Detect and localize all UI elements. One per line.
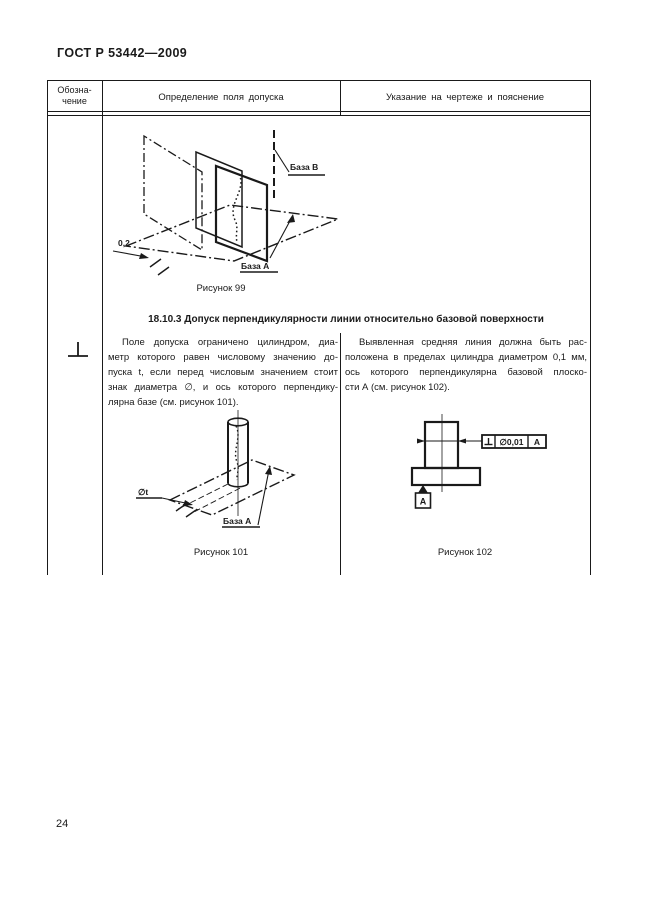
fig99-datum-plane-a	[126, 205, 338, 261]
table-divider-col2-body	[340, 333, 341, 575]
explanation-paragraph	[345, 335, 587, 395]
fig101-diameter-label: ∅t	[138, 487, 149, 497]
standard-designation: ГОСТ Р 53442—2009	[57, 46, 188, 60]
fig101-datum-leader	[258, 470, 269, 525]
header-designation-line2: чение	[62, 96, 87, 106]
figure-101-caption: Рисунок 101	[193, 547, 249, 558]
perpendicularity-symbol-icon	[65, 339, 91, 363]
definition-paragraph	[108, 335, 338, 410]
explanation-line: положена в пределах цилиндра диаметром 0,1 мм,	[345, 352, 587, 363]
fig99-gap-tick-2	[158, 267, 169, 275]
fig99-datum-a-label: База А	[241, 261, 270, 271]
fig99-datum-b-label: База В	[290, 162, 319, 172]
table-header-rule-1	[47, 111, 591, 112]
fig101-datum-label: База А	[223, 516, 252, 526]
explanation-line: ось которого перпендикулярна базовой плоско-	[345, 367, 587, 378]
definition-line: метр которого равен числовому значению до-	[108, 352, 338, 363]
table-header-rule-2	[47, 115, 591, 116]
section-heading: 18.10.3 Допуск перпендикулярности линии относительно базовой поверхности	[148, 314, 544, 325]
fig101-datum-plane	[170, 460, 294, 515]
figure-101-drawing	[112, 408, 327, 548]
figure-99-drawing	[112, 128, 342, 288]
fig102-datum-triangle	[418, 485, 428, 493]
table-border-left	[47, 80, 48, 575]
figure-99-caption: Рисунок 99	[196, 283, 246, 294]
fig101-datum-arrowhead	[265, 466, 272, 475]
explanation-line: сти А (см. рисунок 102).	[345, 382, 450, 393]
fig99-gap-tick-1	[150, 259, 161, 267]
fig99-tolerance-arrowhead	[139, 253, 149, 259]
fig101-gap-tick-1	[176, 504, 186, 511]
definition-line: лярна базе (см. рисунок 101).	[108, 397, 239, 408]
fig99-actual-line	[233, 174, 241, 242]
figure-102-caption: Рисунок 102	[437, 547, 493, 558]
fig102-tolerance-value: ∅0,01	[499, 437, 524, 447]
header-definition: Определение поля допуска	[158, 92, 284, 103]
definition-line: Поле допуска ограничено цилиндром, диа-	[122, 337, 338, 348]
fig102-arrow-left	[417, 439, 425, 444]
table-divider-col1	[102, 80, 103, 575]
fig102-arrow-right	[458, 439, 466, 444]
fig101-gap-tick-2	[186, 510, 196, 517]
definition-line: знак диаметра ∅, и ось которого перпендику-	[108, 382, 338, 393]
header-designation	[47, 85, 102, 107]
fig102-datum-box-letter: А	[419, 496, 427, 507]
header-indication: Указание на чертеже и пояснение	[385, 92, 545, 103]
figure-102-drawing	[398, 413, 563, 518]
fig102-frame-datum-letter: А	[533, 437, 541, 447]
table-border-top	[47, 80, 591, 81]
fig102-column	[425, 422, 458, 468]
fig99-datum-a-arrowhead	[287, 214, 295, 223]
fig102-base	[412, 468, 480, 485]
definition-line: пуска t, если перед числовым значением стоит	[108, 367, 338, 378]
fig99-outer-plane	[144, 136, 202, 250]
table-border-right	[590, 80, 591, 575]
explanation-line: Выявленная средняя линия должна быть рас-	[359, 337, 587, 348]
page-number: 24	[56, 818, 69, 830]
fig99-tolerance-label: 0,2	[118, 238, 130, 248]
header-designation-line1: Обозна-	[57, 85, 92, 95]
fig99-datum-b-leader	[275, 150, 289, 172]
